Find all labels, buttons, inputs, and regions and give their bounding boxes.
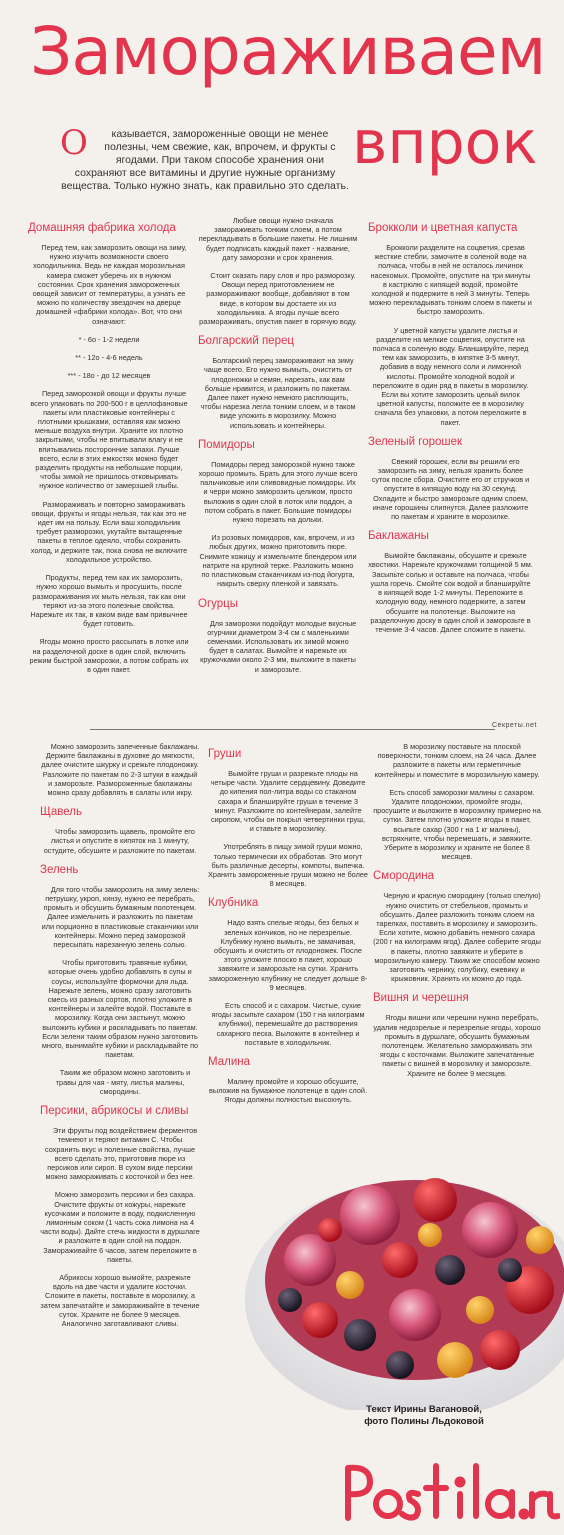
berries-illustration [200,1140,564,1410]
paragraph: Перед заморозкой овощи и фрукты лучше всего упаковать по 200-500 г в целлофановые пакеты или пластиковые контейнеры с плотными крышками, оставляя как можно меньше воздуха внутри. Храните их плотно закрытыми, чтобы не впитывали влагу и не впитывались посторонние запахи. Лучше всего, если в этих емкостях можно будет разделить продукты на небольшие порции, чтобы зимой не пришлось отковыривать нужное количество от замерзшей глыбы. [30,389,188,491]
section-heading-broccoli: Брокколи и цветная капуста [368,222,518,234]
page-title-second-line: впрок [352,108,538,178]
paragraph: Стоит сказать пару слов и про разморозку. Овощи перед приготовлением не размораживают вообще, добавляют в том виде, в котором вы достаете их из холодильника. А ягоды лучше всего размораживать, опустив пакет в горячую воду. [199,271,357,327]
section-heading-tomatoes: Помидоры [198,438,255,451]
column-1 [28,216,190,716]
paragraph: Малину промойте и хорошо обсушите, выложив на бумажное полотенце в один слой. Ягоды должны полностью высохнуть. [208,1077,368,1105]
paragraph: Ягоды вишни или черешни нужно перебрать, удалив недозрелые и перезрелые ягоды, хорошо промыть в дуршлаге, обсушить бумажным полотенцем. Желательно замораживать эти ягоды с косточками. Выложите запечатанные пакеты с вишней в морозилку и заморозьте. Храните не более 9 месяцев. [373,1013,541,1078]
column-2 [198,216,358,716]
section-heading-bell-pepper: Болгарский перец [198,335,294,348]
paragraph: Вымойте баклажаны, обсушите и срежьте хвостики. Нарежьте кружочками толщиной 5 мм. Засыпьте солью и оставьте на полчаса, чтобы ушла горечь. Смойте сок водой и бланшируйте в кипящей воде 1-2 минуты. Переложите в холодную воду, немного подержите, а затем обсушите на полотенце. Выложите на разделочную доску в один слой и заморозьте в течение 3-4 часов. Далее сложите в пакеты. [368,551,533,634]
paragraph: Из розовых помидоров, как, впрочем, и из любых других, можно приготовить пюре. Снимите кожицу и измельчите блендером или натрите на крупной терке. Разложить можно по пластиковым стаканчикам из-под йогурта, накрыть сверху пленкой и завязать. [199,533,357,589]
paragraph: Абрикосы хорошо вымойте, разрежьте вдоль на две части и удалите косточки. Сложите в пакеты, поставьте в морозилку, а затем запечатайте и замораживайте в течение суток. Храните не более 9 месяцев. Аналогично заготавливают сливы. [40,1272,200,1328]
credit-text: Текст Ирины Вагановой, [366,1404,482,1415]
paragraph: Эти фрукты под воздействием ферментов темнеют и теряют витамин С. Чтобы сохранить вкус и полезные свойства, лучше всего сделать это, приготовив пюре из персиков или сироп. В сухом виде персики можно замораживать с косточкой и без нее. [44,1126,198,1182]
author-credit [344,1404,504,1428]
postila-logo-icon [340,1448,560,1528]
page-title: Замораживаем [30,13,546,90]
section-heading-cucumbers: Огурцы [198,597,239,610]
frozen-berries-photo [200,1140,564,1410]
intro-text: казывается, замороженные овощи не менее полезны, чем свежие, как, впрочем, и фрукты с ягодами. При таком способе хранения они сохраняют все витамины и другие нужные организму вещества. Только нужно знать, как правильно это сделать. [61,128,349,192]
column-3 [368,216,533,716]
paragraph: Таким же образом можно заготовить и травы для чая - мяту, листья малины, смородины. [55,1068,191,1096]
paragraph: Есть способ заморозки малины с сахаром. Удалите плодоножки, промойте ягоды, просушите и выложите в морозилку примерно на сутки. Затем плотно уложите ягоды в пакет, всыпьте сахар (300 г на 1 кг малины), встряхните, чтобы перемешать, и завяжите. Уберите в морозилку и храните не более 8 месяцев. [373,787,541,862]
paragraph: Ягоды можно просто рассыпать в лотке или на разделочной доске в один слой, включить режим быстрой заморозки, а потом собрать их в один пакет. [29,637,189,674]
section-heading-raspberry: Малина [208,1056,250,1069]
column-4 [40,742,200,1527]
source-site-label: Секреты.net [492,722,537,729]
star-rating-2: ** - 12о - 4-6 недель [75,353,143,363]
paragraph: Свежий горошек, если вы решили его заморозить на зиму, нельзя хранить более суток после сбора. Очистите его от стручков и опустите в кипящую воду на 30 секунд. Охладите и быстро заморозьте одним слоем, иначе горошины слипнутся. Далее разложите по пакетам и храните в морозилке. [371,456,530,522]
section-heading-home-freezer: Домашняя фабрика холода [28,222,176,234]
section-heading-sorrel: Щавель [40,806,83,819]
intro-text-block [60,123,350,193]
paragraph: Болгарский перец замораживают на зиму чаще всего. Его нужно вымыть, очистить от плодоножки и семян, нарезать, как вам больше нравится, и разложить по пакетам. Далее пакет нужно немного расплющить, чтобы нарезка легла тонким слоем, и в таком виде уложить в морозилку. Можно использовать и контейнеры. [200,356,356,430]
section-heading-strawberry: Клубника [208,897,259,910]
column-5 [208,742,368,1162]
paragraph: В морозилку поставьте на плоской поверхности, тонким слоем, на 24 часа. Далее разложите в пакеты или герметичные контейнеры и поместите в морозильную камеру. [374,742,540,779]
paragraph: Продукты, перед тем как их заморозить, нужно хорошо вымыть и просушить, после размораживания их мыть нельзя, так как они теряют из-за этого полезные свойства. Нарежьте их так, в каком виде вам привычнее будет готовить. [30,573,188,629]
paragraph: Черную и красную смородину (только спелую) нужно очистить от стебельков, промыть и обсушить. Далее разложить тонким слоем на тарелках, поставить в морозилку и заморозить. Если хотите, можно добавить немного сахара (200 г на килограмм ягод). Далее соберите ягоды в пакеты, плотно завяжите и уберите в морозильную камеру. Таким же способом можно заготовить чернику, голубику, ежевику и крыжовник. Хранить их можно до года. [373,891,541,984]
paragraph: Помидоры перед заморозкой нужно также хорошо промыть. Брать для этого лучше всего пальчиковые или сливовидные помидоры. Их и черри можно заморозить целиком, просто выложив в один слой в лоток или поддон, а потом собрать в пакет. Большие помидоры нужно порезать на дольки. [198,459,358,525]
section-heading-currant: Смородина [373,870,435,883]
section-heading-peaches: Персики, абрикосы и сливы [40,1105,189,1118]
paragraph: Употреблять в пищу зимой груши можно, только термически их обработав. Это могут быть различные десерты, компоты, выпечка. Хранить замороженные груши можно не более 8 месяцев. [208,842,368,889]
section-heading-green-peas: Зеленый горошек [368,435,463,448]
credit-photo: фото Полины Льдоковой [364,1416,484,1427]
paragraph: Перед тем, как заморозить овощи на зиму, нужно изучить возможности своего холодильника. Ведь не каждая морозильная камера сможет уберечь их в нужном состоянии. Срок хранения замороженных овощей зависит от температуры, а узнать ее можно по количеству звездочек на дверце домашней «фабрики холода». Вот, что они означают: [32,243,187,326]
paragraph: Чтобы заморозить щавель, промойте его листья и опустите в кипяток на 1 минуту, остудите, обсушите и разложите по пакетам. [43,827,197,855]
paragraph: Для заморозки подойдут молодые вкусные огурчики диаметром 3-4 см с маленькими семенами. Использовать их зимой можно будет в салатах. Вымойте и нарежьте их кружочками около 2-3 мм, выложите в пакеты и заморозьте. [200,618,357,674]
paragraph: Размораживать и повторно замораживать овощи, фрукты и ягоды нельзя, так как это не идет им на пользу. Если ваш холодильник требует разморозки, укутайте вытащенные пакеты в теплое одеяло, чтобы сохранить холод, и держите так, пока снова не включите холодильное устройство. [30,499,188,564]
paragraph: Чтобы приготовить травяные кубики, которые очень удобно добавлять в супы и соусы, используйте формочки для льда. Нарежьте зелень, можно сразу заготовить смесь из разных сортов, плотно уложите в контейнеры и залейте водой. Поставьте в морозилку. Когда они застынут, можно выложить кубики и раскладывать по пакетам. Если зелени таким образом нужно заготовить много, вынимайте кубики и раскладывайте по пакетам. [41,958,199,1060]
column-6 [373,742,541,1142]
paragraph: Можно заморозить запеченные баклажаны. Держите баклажаны в духовке до мягкости, далее очистите шкурку и срежьте плодоножку. Разложите по пакетам по 2-3 штуки в каждый и заморозьте. Размороженные баклажаны можно сразу добавлять в салаты или икру. [41,742,200,798]
paragraph: Для того чтобы заморозить на зиму зелень: петрушку, укроп, кинзу, нужно ее перебрать, промыть и обсушить бумажным полотенцем. Далее измельчить и разложить по пакетам или порционно в пластиковые стаканчики или контейнеры. Можно перед заморозкой пересыпать нарезанную зелень солью. [41,884,200,950]
paragraph: Вымойте груши и разрежьте плоды на четыре части. Удалите сердцевину. Доведите до кипения пол-литра воды со стаканом сахара и бланшируйте груши в течение 3 минут. Разложите по контейнерам, залейте сиропом, чтобы он покрыл четвертинки груш, и ставьте в морозилку. [210,769,366,834]
star-rating-3: *** - 18о - до 12 месяцев [67,371,151,381]
paragraph: У цветной капусты удалите листья и разделите на мелкие соцветия, опустите на полчаса в соленую воду. Бланшируйте, перед тем как заморозить, в кипятке 3-5 минут, добавив в воду немного соли и лимонной кислоты. Промойте холодной водой и переложите в один ряд в пакеты в морозилку. Если вы хотите заморозить целый вилок цветной капусты, положите ее в морозилку сначала без упаковки, а потом переложите в пакет. [372,325,529,427]
section-heading-cherry: Вишня и черешня [373,992,469,1005]
section-heading-greens: Зелень [40,863,79,876]
paragraph: Есть способ и с сахаром. Чистые, сухие ягоды засыпьте сахаром (150 г на килограмм клубники), перемешайте до растворения сахарного песка. Выложите в контейнер и поставьте в холодильник. [211,1001,365,1047]
star-rating-1: * - 6о - 1-2 недели [78,334,140,344]
section-heading-eggplants: Баклажаны [368,530,429,543]
postila-logo [340,1448,560,1528]
paragraph: Брокколи разделите на соцветия, срезав жесткие стебли, замочите в соленой воде на полчаса, чтобы в ней не осталось личинок насекомых. Промойте, опустите на три минуты в кастрюлю с кипящей водой, промойте холодной и подержите в ней 3 минуты. Теперь можно перекладывать тонким слоем в пакеты и быстро заморозить. [369,243,532,317]
intro-drop-cap: О [60,123,88,163]
paragraph: Можно заморозить персики и без сахара. Очистите фрукты от кожуры, нарежьте кусочками и положите в воду, подкисленную лимонным соком (1 часть сока лимона на 4 части воды). Дайте стечь жидкости в дуршлаге и разложите в один слой на поддон. Замораживайте 6 часов, затем переложите в пакеты. [40,1190,200,1264]
section-heading-pears: Груши [208,748,242,760]
section-divider [90,729,495,730]
paragraph: Надо взять спелые ягоды, без белых и зеленых кончиков, но не перезрелые. Клубнику нужно вымыть, не замачивая, обсушить и очистить от плодоножек. После этого уложите плоско в пакет, хорошо завяжите и заморозьте на сутки. Хранить замороженную клубнику не следует дольше 8-9 месяцев. [208,918,368,992]
paragraph: Любые овощи нужно сначала замораживать тонким слоем, а потом перекладывать в большие пакеты. Не лишним будет подписать каждый пакет - название, дату заморозки и срок хранения. [198,216,358,262]
